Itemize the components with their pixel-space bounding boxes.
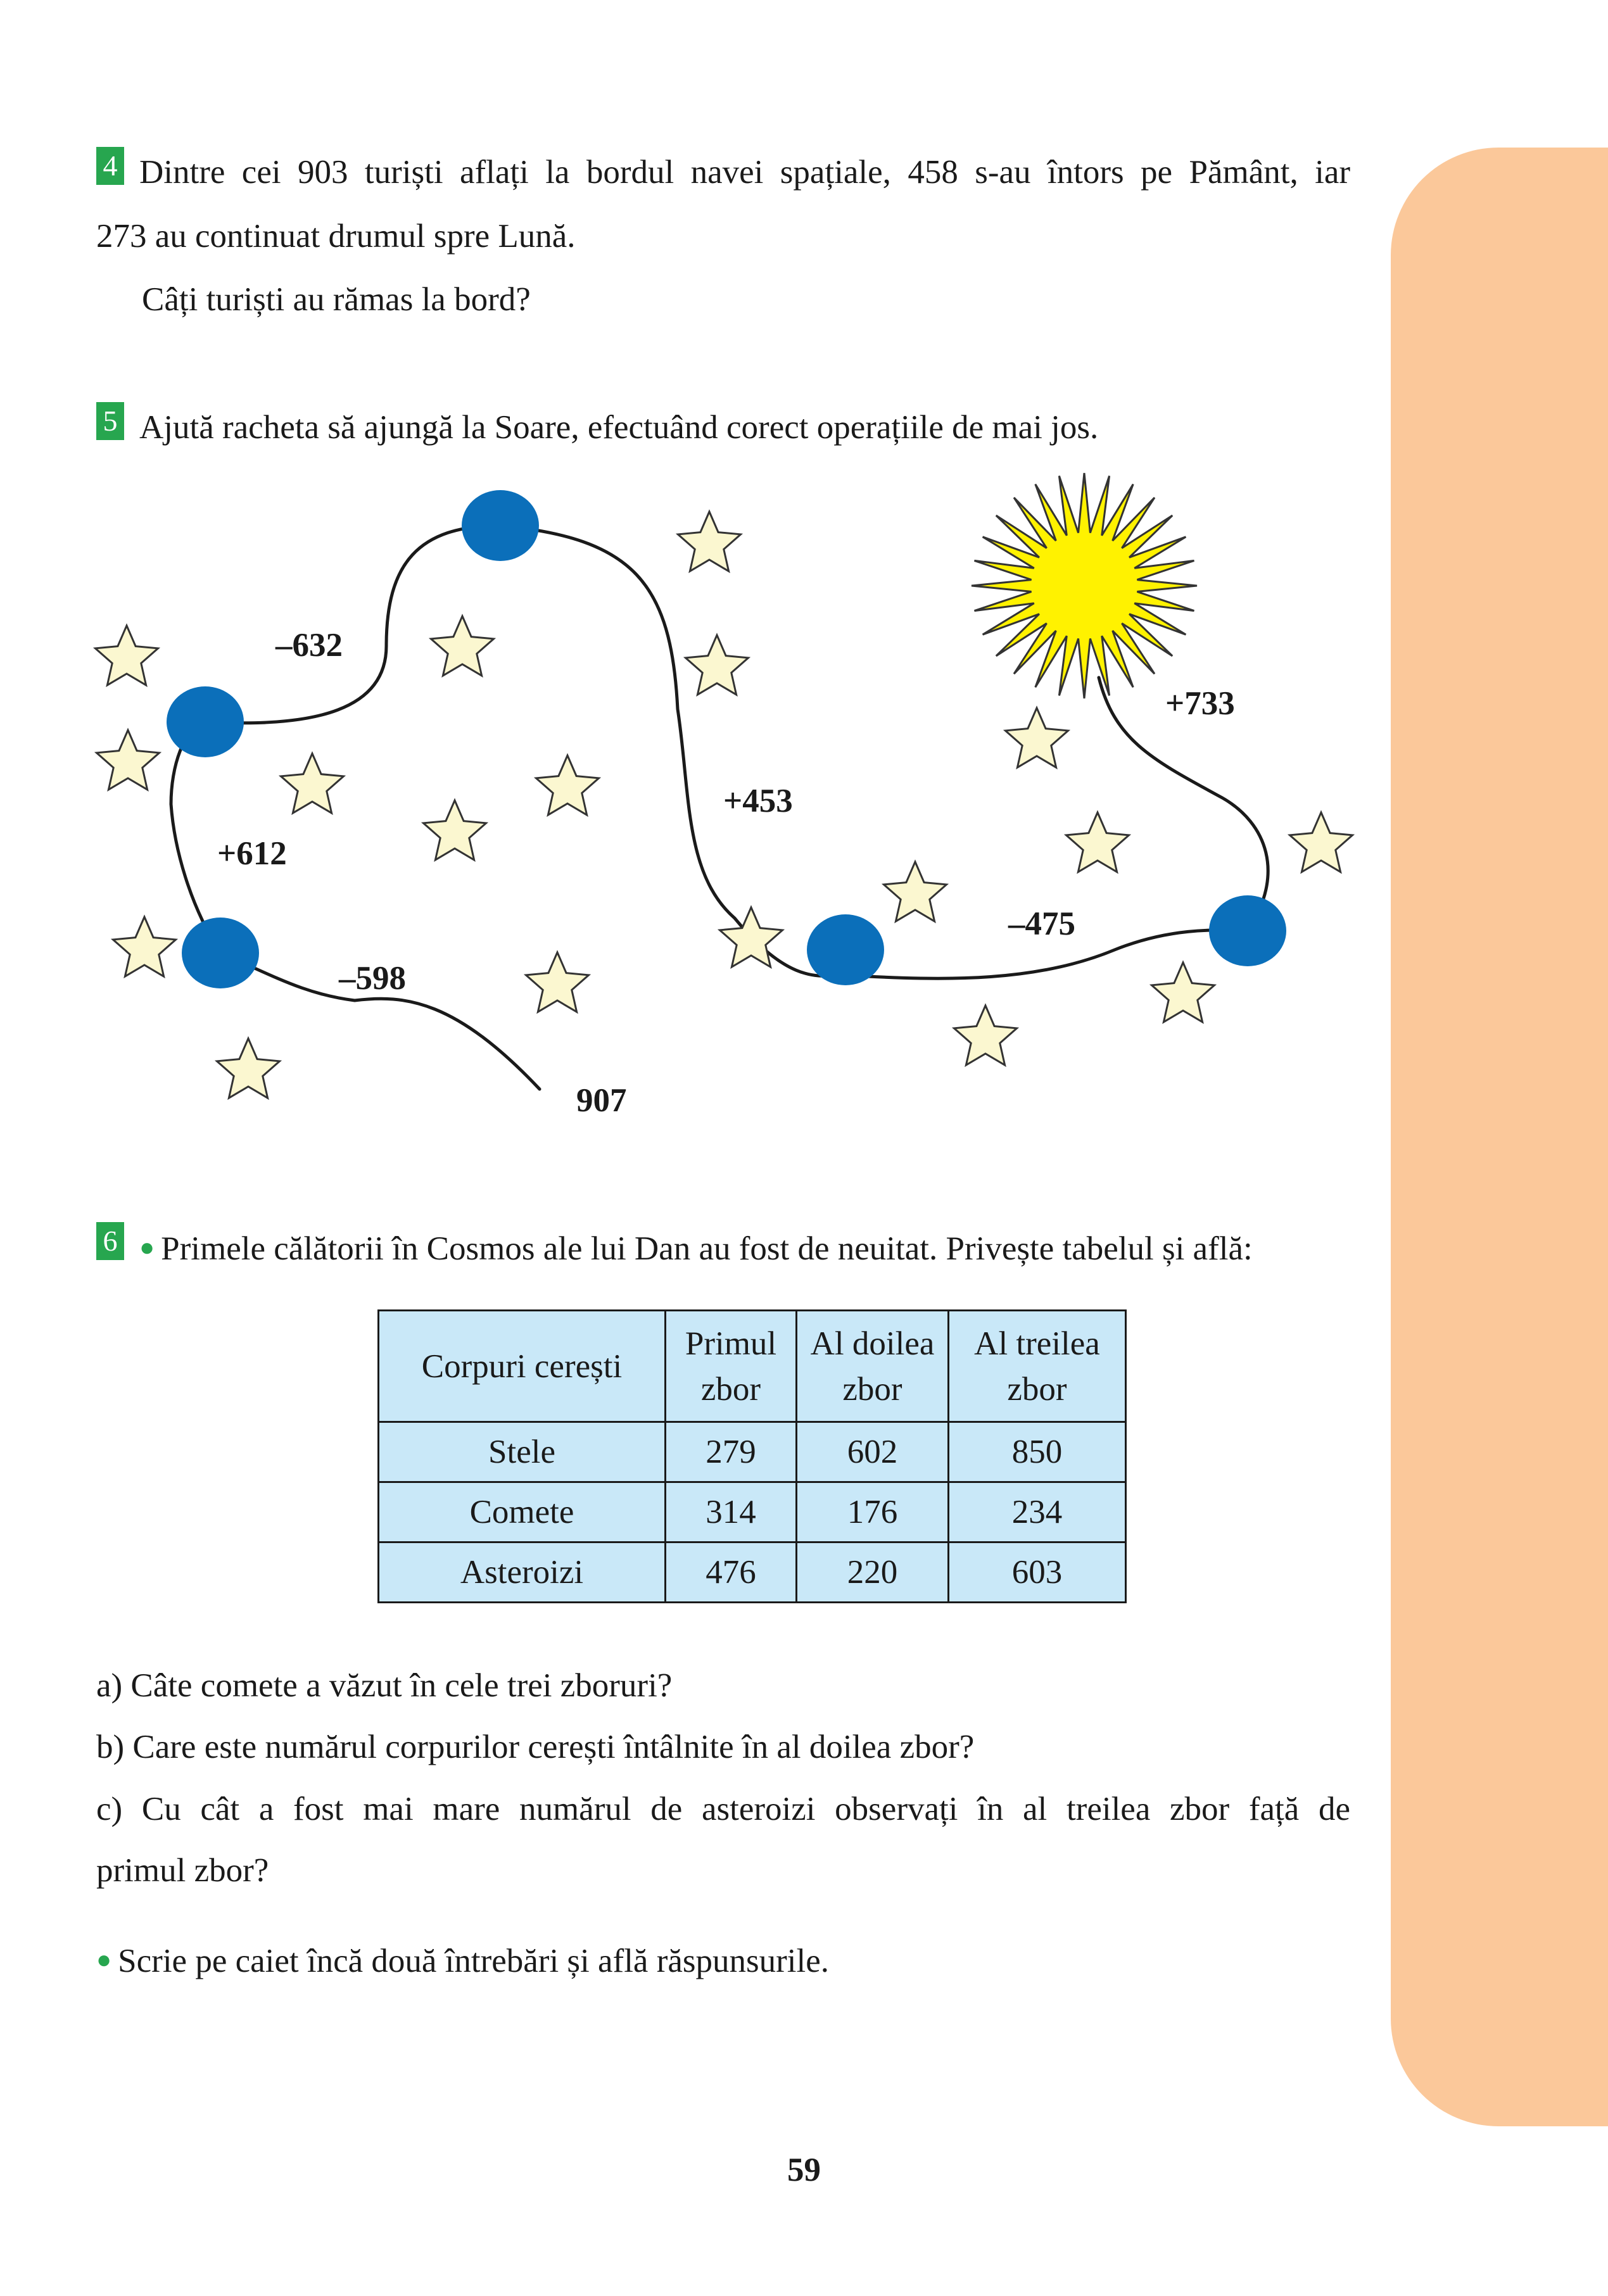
problem-6-text-content: Primele călătorii în Cosmos ale lui Dan au fost de neuitat. Privește tabelul și află:	[161, 1230, 1253, 1267]
star-icon	[113, 917, 176, 976]
star-icon	[536, 755, 599, 815]
bullet-icon: ●	[96, 1945, 112, 1974]
rocket-path-diagram	[0, 469, 1431, 1165]
operation-label: –632	[275, 627, 343, 664]
planet-circle	[462, 490, 539, 561]
star-icon	[678, 512, 741, 571]
operation-label: –598	[339, 960, 406, 997]
table-cell: 603	[949, 1542, 1126, 1603]
star-icon	[686, 635, 749, 695]
header-col-3-line-1: Al treilea	[974, 1325, 1100, 1362]
header-col-3	[949, 1311, 1126, 1422]
question-c-line-1: c) Cu cât a fost mai mare numărul de asteroizi observați în al treilea zbor față de	[96, 1791, 1350, 1827]
header-col-2-line-2: zbor	[842, 1370, 902, 1408]
header-col-2-line-1: Al doilea	[810, 1325, 935, 1362]
star-icon	[1067, 812, 1129, 872]
star-icon	[424, 800, 486, 860]
problem-4-line-1: Dintre cei 903 turiști aflați la bordul navei spațiale, 458 s-au întors pe Pământ, iar	[139, 154, 1350, 191]
header-col-1-line-2: zbor	[700, 1370, 761, 1408]
problem-4-badge: 4	[96, 147, 124, 185]
operation-label: +453	[723, 783, 793, 819]
table-cell: 176	[797, 1482, 949, 1542]
task-line	[96, 1941, 829, 1980]
table-row	[379, 1482, 1126, 1542]
table-row	[379, 1422, 1126, 1482]
problem-4-question: Câți turiști au rămas la bord?	[142, 281, 531, 318]
header-col-1-line-1: Primul	[685, 1325, 777, 1362]
table-cell: 602	[797, 1422, 949, 1482]
row-label: Asteroizi	[379, 1542, 666, 1603]
planet-circle	[1209, 895, 1286, 966]
operation-label: –475	[1008, 905, 1075, 942]
star-icon	[1006, 708, 1068, 767]
table-cell: 234	[949, 1482, 1126, 1542]
table-cell: 476	[666, 1542, 797, 1603]
header-row-label	[379, 1311, 666, 1422]
header-col-2	[797, 1311, 949, 1422]
star-icon	[97, 730, 160, 790]
star-icon	[526, 952, 589, 1012]
planet-circle	[167, 686, 244, 757]
problem-4-line-2: 273 au continuat drumul spre Lună.	[96, 218, 576, 255]
header-col-1	[666, 1311, 797, 1422]
star-icon	[884, 862, 947, 921]
star-icon	[431, 616, 494, 676]
row-label: Comete	[379, 1482, 666, 1542]
star-icon	[217, 1038, 280, 1098]
question-b: b) Care este numărul corpurilor cerești întâlnite în al doilea zbor?	[96, 1729, 975, 1765]
operation-label: +733	[1165, 685, 1235, 722]
header-row-label-text: Corpuri cerești	[421, 1347, 623, 1385]
table-row	[379, 1542, 1126, 1603]
sun-core	[1034, 535, 1135, 636]
star-icon	[1290, 812, 1353, 872]
operation-label: +612	[217, 835, 287, 872]
header-col-3-line-2: zbor	[1007, 1370, 1067, 1408]
problem-5-badge: 5	[96, 402, 124, 440]
planet-circle	[182, 918, 259, 988]
bullet-icon: ●	[139, 1233, 155, 1261]
star-icon	[1152, 962, 1215, 1022]
table-cell: 279	[666, 1422, 797, 1482]
start-value-label: 907	[576, 1082, 627, 1119]
space-objects-table	[377, 1309, 1127, 1603]
star-icon	[281, 754, 344, 813]
star-icon	[954, 1006, 1017, 1065]
table-header-row	[379, 1311, 1126, 1422]
planet-circle	[807, 914, 884, 985]
problem-6-text	[139, 1228, 1253, 1268]
problem-6-badge: 6	[96, 1222, 124, 1260]
star-icon	[96, 626, 158, 685]
row-label: Stele	[379, 1422, 666, 1482]
table-cell: 220	[797, 1542, 949, 1603]
sun-icon	[972, 473, 1197, 698]
table-cell: 850	[949, 1422, 1126, 1482]
question-c-line-2: primul zbor?	[96, 1852, 269, 1889]
table-cell: 314	[666, 1482, 797, 1542]
task-text: Scrie pe caiet încă două întrebări și află răspunsurile.	[118, 1943, 830, 1979]
problem-5-text: Ajută racheta să ajungă la Soare, efectuând corect operațiile de mai jos.	[139, 409, 1099, 446]
question-a: a) Câte comete a văzut în cele trei zboruri?	[96, 1667, 673, 1704]
page-number: 59	[787, 2152, 821, 2188]
